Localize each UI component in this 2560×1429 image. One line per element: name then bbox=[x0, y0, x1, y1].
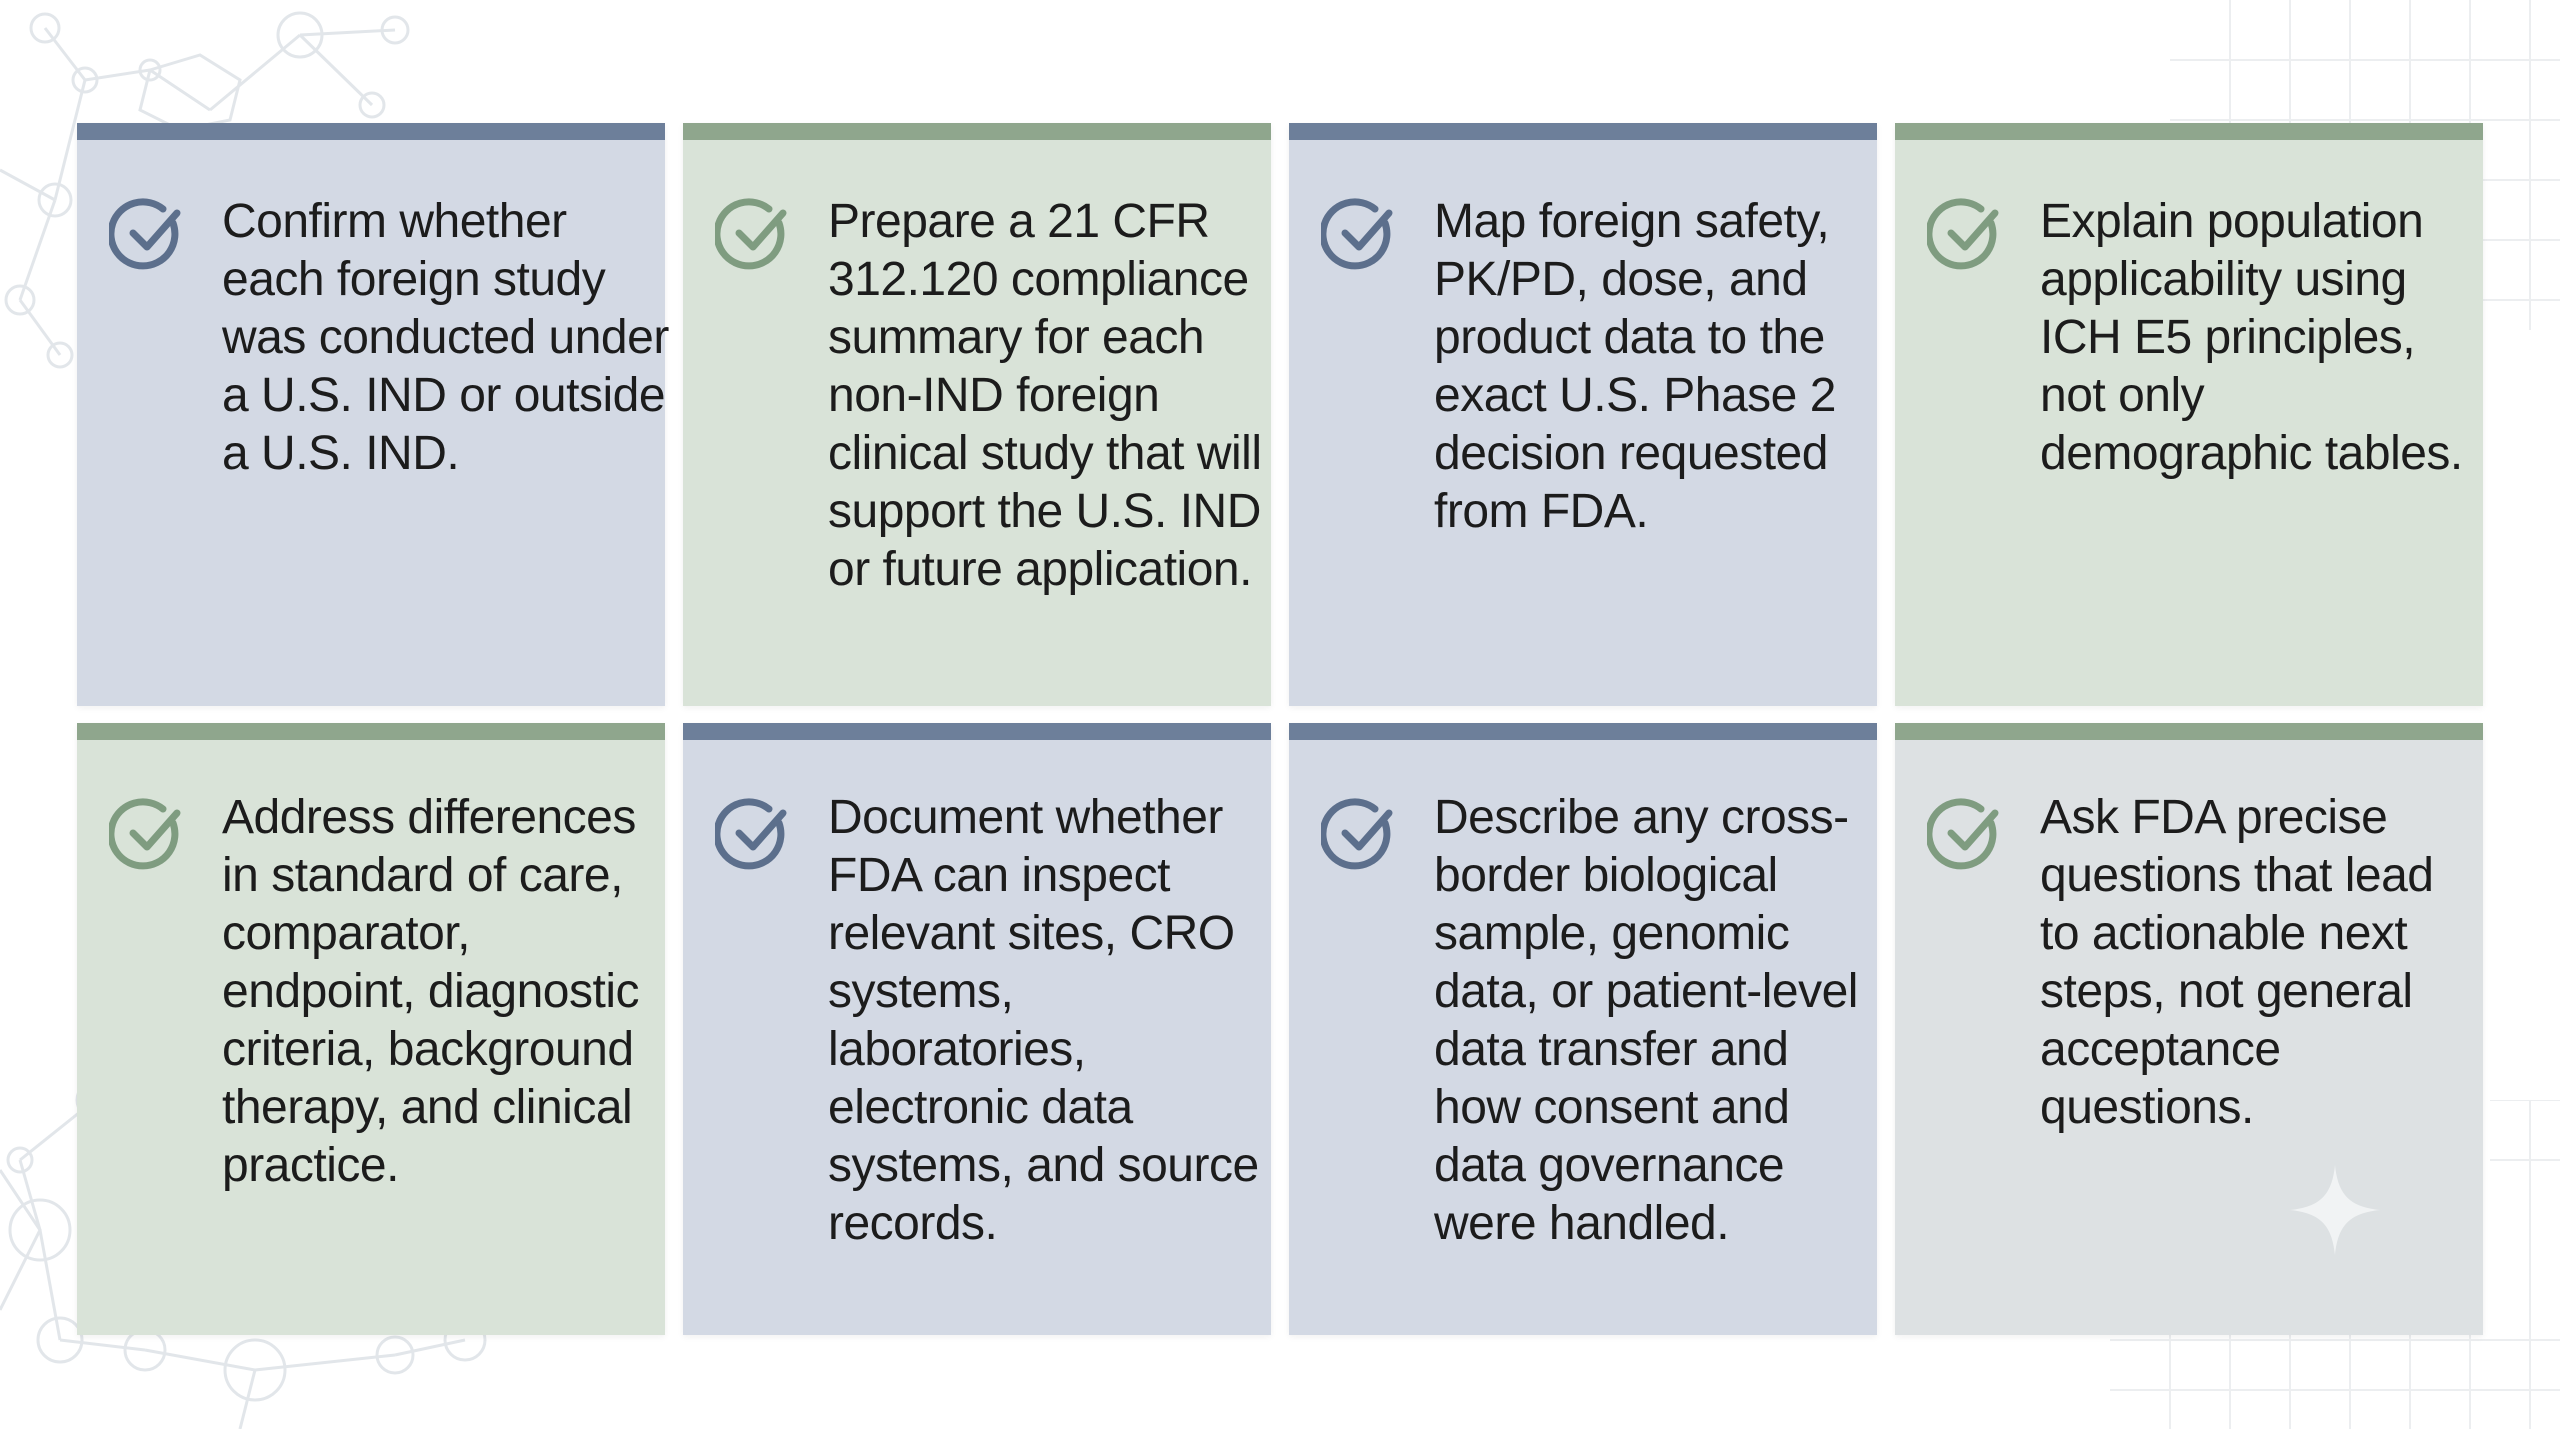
checklist-card-6 bbox=[683, 723, 1271, 1335]
checklist-item-text: Explain population applicability using ICH E5 principles, not only demographic tables. bbox=[2040, 195, 2463, 480]
sparkle-icon bbox=[2290, 1165, 2380, 1255]
checklist-item-text: Address differences in standard of care, comparator, endpoint, diagnostic criteria, background therapy, and clinical practice. bbox=[222, 791, 639, 1192]
card-top-bar bbox=[77, 723, 665, 740]
checklist-card-4 bbox=[1895, 123, 2483, 706]
check-circle-icon bbox=[109, 795, 189, 875]
checklist-card-5 bbox=[77, 723, 665, 1335]
checklist-card-1 bbox=[77, 123, 669, 706]
checklist-item-text: Confirm whether each foreign study was conducted under a U.S. IND or outside a U.S. IND. bbox=[222, 195, 669, 480]
checklist-item-text: Prepare a 21 CFR 312.120 compliance summary for each non-IND foreign clinical study that will support the U.S. IND or future application. bbox=[828, 195, 1262, 596]
card-top-bar bbox=[1289, 123, 1877, 140]
check-circle-icon bbox=[1321, 795, 1401, 875]
checklist-item-text: Ask FDA precise questions that lead to actionable next steps, not general acceptance questions. bbox=[2040, 791, 2434, 1134]
checklist-card-7 bbox=[1289, 723, 1877, 1335]
card-top-bar bbox=[1895, 723, 2483, 740]
check-circle-icon bbox=[715, 195, 795, 275]
card-top-bar bbox=[1289, 723, 1877, 740]
card-top-bar bbox=[77, 123, 665, 140]
check-circle-icon bbox=[715, 795, 795, 875]
check-circle-icon bbox=[1927, 195, 2007, 275]
card-top-bar bbox=[683, 723, 1271, 740]
card-top-bar bbox=[1895, 123, 2483, 140]
check-circle-icon bbox=[109, 195, 189, 275]
checklist-card-8 bbox=[1895, 723, 2483, 1335]
checklist-item-text: Document whether FDA can inspect relevant sites, CRO systems, laboratories, electronic data systems, and source records. bbox=[828, 791, 1259, 1250]
card-top-bar bbox=[683, 123, 1271, 140]
check-circle-icon bbox=[1927, 795, 2007, 875]
checklist-card-2 bbox=[683, 123, 1271, 706]
checklist-item-text: Describe any cross-border biological sample, genomic data, or patient-level data transfer and how consent and data governance were handled. bbox=[1434, 791, 1858, 1250]
check-circle-icon bbox=[1321, 195, 1401, 275]
checklist-item-text: Map foreign safety, PK/PD, dose, and product data to the exact U.S. Phase 2 decision requested from FDA. bbox=[1434, 195, 1836, 538]
checklist-card-3 bbox=[1289, 123, 1877, 706]
